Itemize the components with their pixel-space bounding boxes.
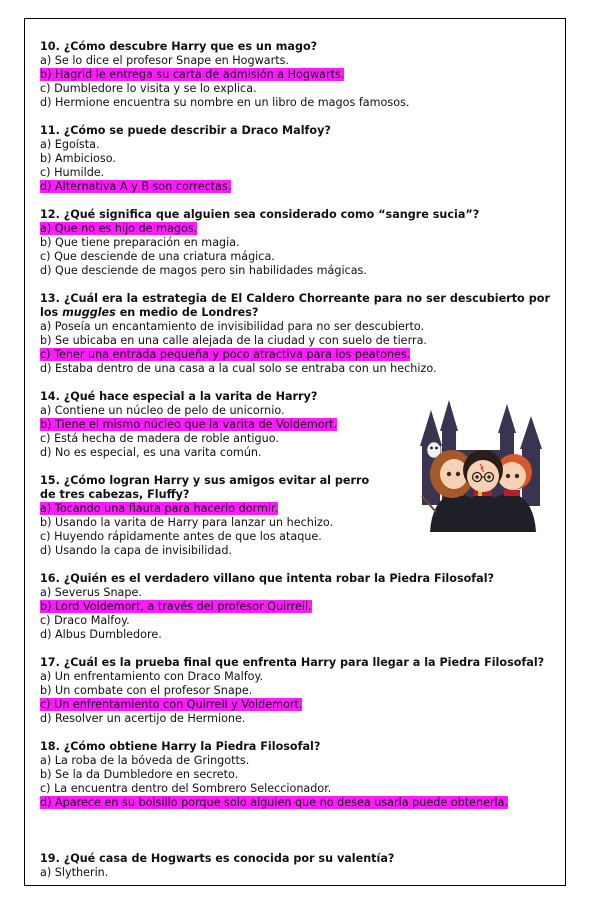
option-c-correct: c) Tener una entrada pequeña y poco atractiva para los peatones. bbox=[40, 348, 411, 361]
option-a: a) Poseía un encantamiento de invisibilidad para no ser descubierto. bbox=[40, 320, 425, 333]
question-11 bbox=[40, 124, 550, 194]
option-d: d) Albus Dumbledore. bbox=[40, 628, 162, 641]
option-d-correct: d) Aparece en su bolsillo porque solo alguien que no desea usarla puede obtenerla. bbox=[40, 796, 509, 809]
option-a: a) Se lo dice el profesor Snape en Hogwarts. bbox=[40, 54, 289, 67]
option-b-correct: b) Hagrid le entrega su carta de admisión a Hogwarts. bbox=[40, 68, 345, 81]
option-c-correct: c) Un enfrentamiento con Quirrell y Voldemort. bbox=[40, 698, 303, 711]
option-a-correct: a) Que no es hijo de magos. bbox=[40, 222, 198, 235]
question-title: 19. ¿Qué casa de Hogwarts es conocida por su valentía? bbox=[40, 852, 395, 865]
option-b: b) Se la da Dumbledore en secreto. bbox=[40, 768, 239, 781]
question-12 bbox=[40, 208, 550, 278]
option-d: d) Usando la capa de invisibilidad. bbox=[40, 544, 232, 557]
question-18 bbox=[40, 740, 550, 810]
option-a: a) Contiene un núcleo de pelo de unicornio. bbox=[40, 404, 285, 417]
option-c: c) Dumbledore lo visita y se lo explica. bbox=[40, 82, 257, 95]
question-title: 12. ¿Qué significa que alguien sea considerado como “sangre sucia”? bbox=[40, 208, 480, 221]
option-d: d) Resolver un acertijo de Hermione. bbox=[40, 712, 246, 725]
option-d: d) No es especial, es una varita común. bbox=[40, 446, 262, 459]
option-c: c) Está hecha de madera de roble antiguo. bbox=[40, 432, 279, 445]
option-d-correct: d) Alternativa A y B son correctas. bbox=[40, 180, 232, 193]
option-b-correct: b) Lord Voldemort, a través del profesor Quirrell. bbox=[40, 600, 312, 613]
question-16 bbox=[40, 572, 550, 642]
option-b: b) Ambicioso. bbox=[40, 152, 116, 165]
option-d: d) Hermione encuentra su nombre en un libro de magos famosos. bbox=[40, 96, 410, 109]
question-title: 16. ¿Quién es el verdadero villano que intenta robar la Piedra Filosofal? bbox=[40, 572, 495, 585]
question-title: 13. ¿Cuál era la estrategia de El Caldero Chorreante para no ser descubierto por los muggles en medio de Londres? bbox=[40, 292, 550, 319]
option-a: a) La roba de la bóveda de Gringotts. bbox=[40, 754, 250, 767]
option-c: c) Huyendo rápidamente antes de que los ataque. bbox=[40, 530, 322, 543]
question-title: 14. ¿Qué hace especial a la varita de Harry? bbox=[40, 390, 318, 403]
option-a: a) Un enfrentamiento con Draco Malfoy. bbox=[40, 670, 264, 683]
option-d: d) Estaba dentro de una casa a la cual solo se entraba con un hechizo. bbox=[40, 362, 437, 375]
option-b: b) Usando la varita de Harry para lanzar un hechizo. bbox=[40, 516, 334, 529]
option-c: c) La encuentra dentro del Sombrero Seleccionador. bbox=[40, 782, 332, 795]
option-a: a) Slytherin. bbox=[40, 866, 109, 879]
option-b-correct: b) Tiene el mismo núcleo que la varita de Voldemort. bbox=[40, 418, 338, 431]
option-b: b) Se ubicaba en una calle alejada de la ciudad y con suelo de tierra. bbox=[40, 334, 427, 347]
option-b: b) Que tiene preparación en magia. bbox=[40, 236, 240, 249]
option-c: c) Draco Malfoy. bbox=[40, 614, 130, 627]
option-a: a) Severus Snape. bbox=[40, 586, 142, 599]
question-17 bbox=[40, 656, 550, 726]
option-a: a) Egoísta. bbox=[40, 138, 100, 151]
option-c: c) Humilde. bbox=[40, 166, 105, 179]
question-19 bbox=[40, 852, 550, 880]
question-13 bbox=[40, 292, 550, 376]
question-title: 15. ¿Cómo logran Harry y sus amigos evitar al perro de tres cabezas, Fluffy? bbox=[40, 474, 370, 501]
harry-potter-trio-illustration bbox=[412, 400, 554, 532]
option-b: b) Un combate con el profesor Snape. bbox=[40, 684, 253, 697]
question-title: 17. ¿Cuál es la prueba final que enfrenta Harry para llegar a la Piedra Filosofal? bbox=[40, 656, 545, 669]
question-title: 18. ¿Cómo obtiene Harry la Piedra Filosofal? bbox=[40, 740, 321, 753]
option-c: c) Que desciende de una criatura mágica. bbox=[40, 250, 275, 263]
question-title: 11. ¿Cómo se puede describir a Draco Malfoy? bbox=[40, 124, 331, 137]
question-10 bbox=[40, 40, 550, 110]
option-d: d) Que desciende de magos pero sin habilidades mágicas. bbox=[40, 264, 367, 277]
question-title: 10. ¿Cómo descubre Harry que es un mago? bbox=[40, 40, 318, 53]
option-a-correct: a) Tocando una flauta para hacerlo dormir. bbox=[40, 502, 279, 515]
